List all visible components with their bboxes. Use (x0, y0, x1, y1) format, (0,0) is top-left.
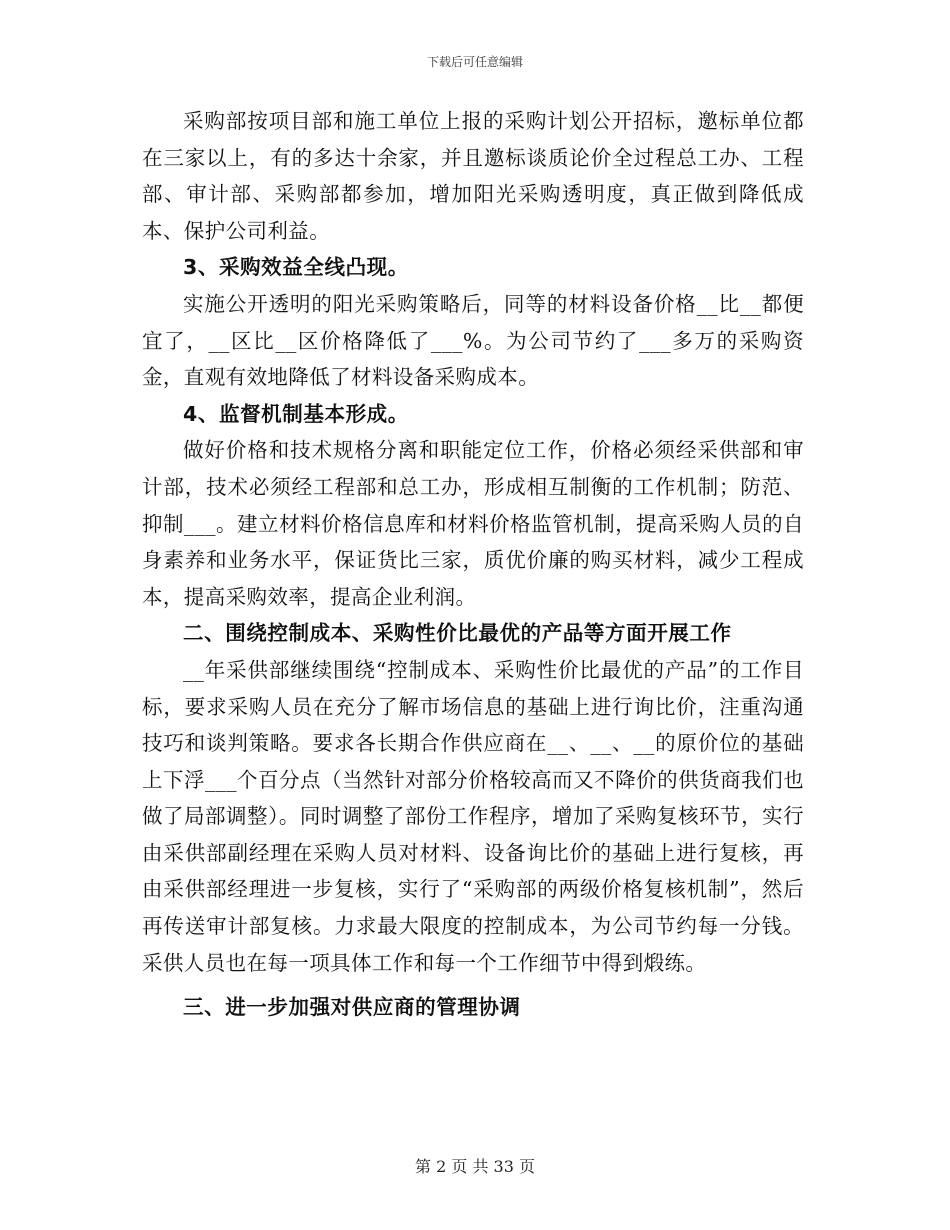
section-heading-cost-control: 二、围绕控制成本、采购性价比最优的产品等方面开展工作 (183, 621, 732, 646)
document-body (142, 103, 804, 1026)
paragraph-procurement-bidding: 采购部按项目部和施工单位上报的采购计划公开招标，邀标单位都在三家以上，有的多达十余家，并且邀标谈质论价全过程总工办、工程部、审计部、采购部都参加，增加阳光采购透明度，真正做到降低成本、保护公司利益。 (142, 109, 804, 243)
heading-supervision-mechanism: 4、监督机制基本形成。 (183, 401, 409, 426)
section-heading-supplier-management: 三、进一步加强对供应商的管理协调 (183, 995, 521, 1020)
page-header: 下载后可任意编辑 (426, 55, 523, 69)
page-number: 第 2 页 共 33 页 (415, 1157, 535, 1176)
paragraph-sunshine-procurement: 实施公开透明的阳光采购策略后，同等的材料设备价格__比__都便宜了，__区比__区价格降低了___%。为公司节约了___多万的采购资金，直观有效地降低了材料设备采购成本。 (142, 291, 804, 390)
paragraph-price-tech-separation: 做好价格和技术规格分离和职能定位工作，价格必须经采供部和审计部，技术必须经工程部和总工办，形成相互制衡的工作机制；防范、抑制___。建立材料价格信息库和材料价格监管机制，提高采购人员的自身素养和业务水平，保证货比三家，质优价廉的购买材料，减少工程成本，提高采购效率，提高企业利润。 (142, 438, 804, 609)
paragraph-cost-control-work: __年采供部继续围绕“控制成本、采购性价比最优的产品”的工作目标，要求采购人员在充分了解市场信息的基础上进行询比价，注重沟通技巧和谈判策略。要求各长期合作供应商在__、__、__的原价位的基础上下浮___个百分点（当然针对部分价格较高而又不降价的供货商我们也做了局部调整）。同时调整了部份工作程序，增加了采购复核环节，实行由采供部副经理在采购人员对材料、设备询比价的基础上进行复核，再由采供部经理进一步复核，实行了“采购部的两级价格复核机制”，然后再传送审计部复核。力求最大限度的控制成本，为公司节约每一分钱。采供人员也在每一项具体工作和每一个工作细节中得到煅练。 (142, 657, 804, 975)
heading-procurement-benefits: 3、采购效益全线凸现。 (183, 255, 409, 280)
